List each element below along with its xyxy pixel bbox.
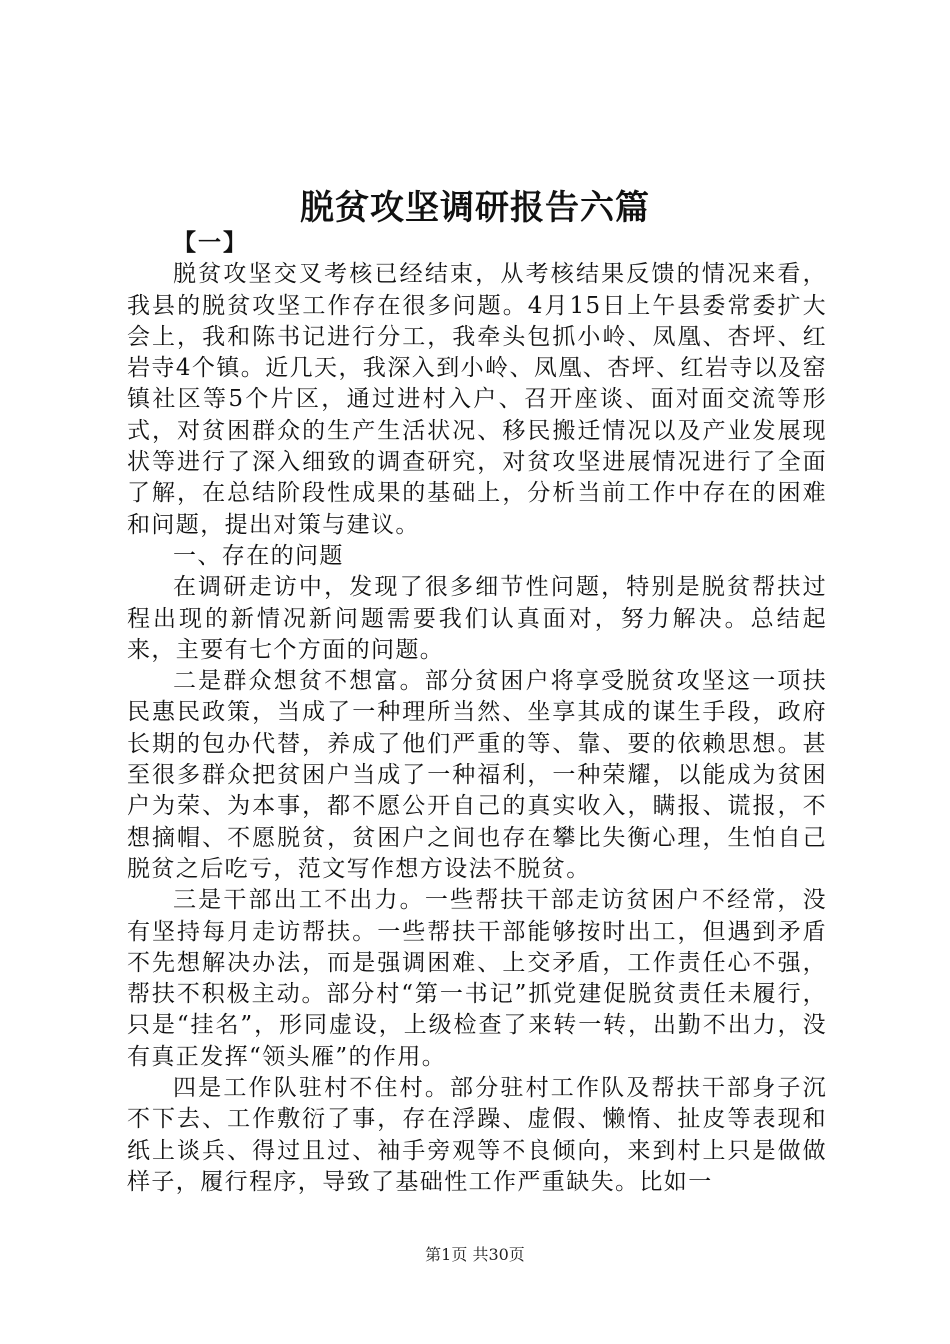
section-label xyxy=(127,227,827,259)
paragraph-point-three: 三是干部出工不出力。一些帮扶干部走访贫困户不经常，没有坚持每月走访帮扶。一些帮扶干部能够按时出工，但遇到矛盾不先想解决办法，而是强调困难、上交矛盾，工作责任心不强，帮扶不积极主动。部分村“第一书记”抓党建促脱贫责任未履行，只是“挂名”，形同虚设，上级检查了来转一转，出勤不出力，没有真正发挥“领头雁”的作用。 xyxy=(127,887,827,1070)
heading-problems: 一、存在的问题 xyxy=(173,542,344,569)
paragraph-problems-summary: 在调研走访中，发现了很多细节性问题，特别是脱贫帮扶过程出现的新情况新问题需要我们认真面对，努力解决。总结起来，主要有七个方面的问题。 xyxy=(127,574,827,663)
paragraph-point-four: 四是工作队驻村不住村。部分驻村工作队及帮扶干部身子沉不下去、工作敷衍了事，存在浮躁、虚假、懒惰、扯皮等表现和纸上谈兵、得过且过、袖手旁观等不良倾向，来到村上只是做做样子，履行程序，导致了基础性工作严重缺失。比如一 xyxy=(127,1075,827,1195)
section-label-text: 【一】 xyxy=(173,229,248,256)
paragraph-intro: 脱贫攻坚交叉考核已经结束，从考核结果反馈的情况来看，我县的脱贫攻坚工作存在很多问题。4月15日上午县委常委扩大会上，我和陈书记进行分工，我牵头包抓小岭、凤凰、杏坪、红岩寺4个镇。近几天，我深入到小岭、凤凰、杏坪、红岩寺以及窑镇社区等5个片区，通过进村入户、召开座谈、面对面交流等形式，对贫困群众的生产生活状况、移民搬迁情况以及产业发展现状等进行了深入细致的调查研究，对贫攻坚进展情况进行了全面了解，在总结阶段性成果的基础上，分析当前工作中存在的困难和问题，提出对策与建议。 xyxy=(127,261,827,538)
document-title: 脱贫攻坚调研报告六篇 xyxy=(300,188,650,228)
document-body xyxy=(127,227,827,1198)
page-footer: 第1页 共30页 xyxy=(425,1245,525,1264)
paragraph-point-two: 二是群众想贫不想富。部分贫困户将享受脱贫攻坚这一项扶民惠民政策，当成了一种理所当然、坐享其成的谋生手段，政府长期的包办代替，养成了他们严重的等、靠、要的依赖思想。甚至很多群众把贫困户当成了一种福利，一种荣耀，以能成为贫困户为荣、为本事，都不愿公开自己的真实收入，瞒报、谎报，不想摘帽、不愿脱贫，贫困户之间也存在攀比失衡心理，生怕自己脱贫之后吃亏，范文写作想方设法不脱贫。 xyxy=(127,668,827,882)
